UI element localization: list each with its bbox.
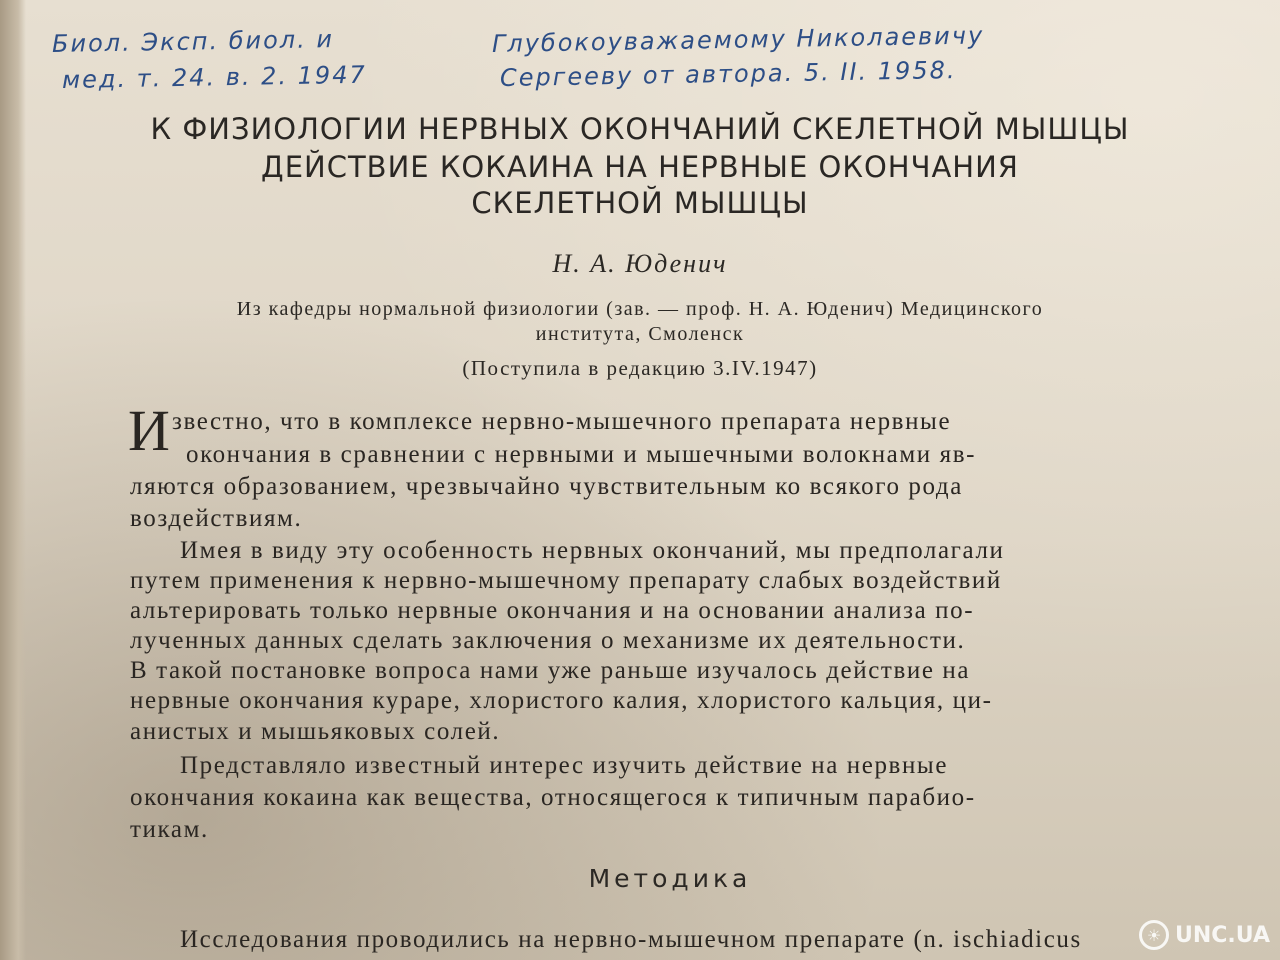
body-text-line: ляются образованием, чрезвычайно чувствительным ко всякого рода xyxy=(130,473,963,500)
body-text-line: звестно, что в комплексе нервно-мышечного препарата нервные xyxy=(172,408,952,435)
body-text-line: нервные окончания кураре, хлористого калия, хлористого кальция, ци- xyxy=(130,687,993,714)
body-text-line: анистых и мышьяковых солей. xyxy=(130,718,501,745)
watermark-text: UNC.UA xyxy=(1175,922,1270,948)
article-title-line: К ФИЗИОЛОГИИ НЕРВНЫХ ОКОНЧАНИЙ СКЕЛЕТНОЙ МЫШЦЫ xyxy=(150,112,1130,146)
body-text-line: В такой постановке вопроса нами уже раньше изучалось действие на xyxy=(130,657,971,684)
drop-cap: И xyxy=(128,398,170,463)
body-text-line: альтерировать только нервные окончания и на основании анализа по- xyxy=(130,597,975,624)
body-text-line: путем применения к нервно-мышечному препарату слабых воздействий xyxy=(130,567,1002,594)
handwritten-dedication-line: Сергееву от автора. 5. II. 1958. xyxy=(499,56,957,92)
body-text-line: тикам. xyxy=(130,816,209,843)
affiliation-line: института, Смоленск xyxy=(535,323,745,345)
watermark xyxy=(1139,920,1270,950)
article-title-line: ДЕЙСТВИЕ КОКАИНА НА НЕРВНЫЕ ОКОНЧАНИЯ xyxy=(261,150,1019,184)
body-text-line: Представляло известный интерес изучить действие на нервные xyxy=(180,752,949,779)
body-text-line: воздействиям. xyxy=(130,505,303,532)
sun-icon: ☀ xyxy=(1139,920,1169,950)
body-text-line: лученных данных сделать заключения о механизме их деятельности. xyxy=(130,627,966,654)
body-text-line: окончания кокаина как вещества, относящегося к типичным парабио- xyxy=(130,784,976,811)
section-heading: Методика xyxy=(588,864,752,893)
handwritten-note-line: мед. т. 24. в. 2. 1947 xyxy=(61,60,367,94)
body-text-line: окончания в сравнении с нервными и мышечными волокнами яв- xyxy=(186,441,977,468)
affiliation-line: Из кафедры нормальной физиологии (зав. — проф. Н. А. Юденич) Медицинского xyxy=(236,298,1044,320)
body-text-line: Имея в виду эту особенность нервных окончаний, мы предполагали xyxy=(180,537,1005,564)
received-date: (Поступила в редакцию 3.IV.1947) xyxy=(462,356,818,380)
author-name: Н. А. Юденич xyxy=(552,249,728,278)
handwritten-dedication-line: Глубокоуважаемому Николаевичу xyxy=(491,21,985,58)
handwritten-note-line: Биол. Эксп. биол. и xyxy=(51,25,335,58)
body-text-line: Исследования проводились на нервно-мышечном препарате (n. ischiadicus xyxy=(180,926,1082,953)
article-title-line: СКЕЛЕТНОЙ МЫШЦЫ xyxy=(471,186,809,220)
